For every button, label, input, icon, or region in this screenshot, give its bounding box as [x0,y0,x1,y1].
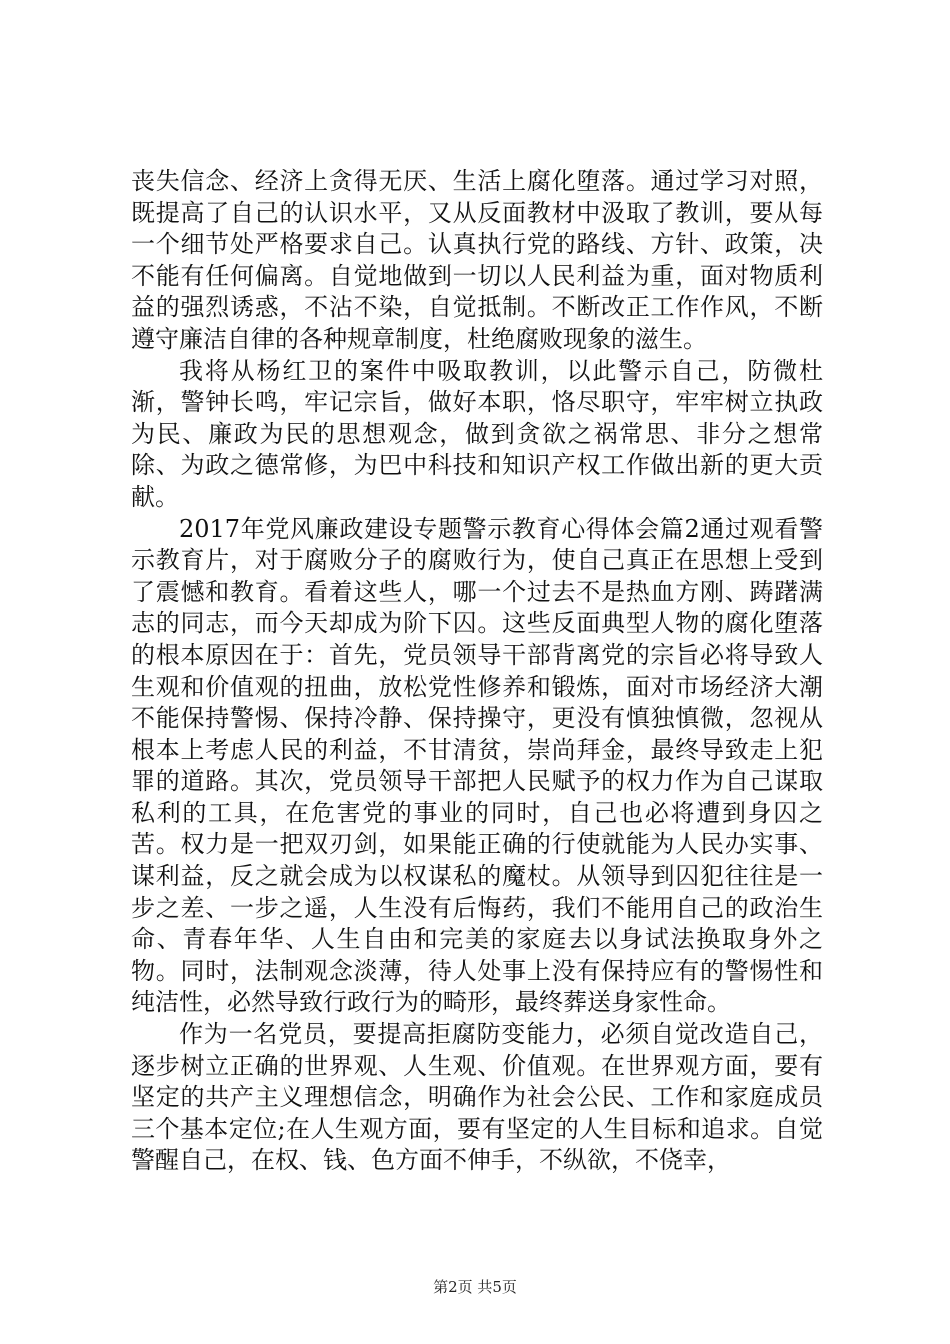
page-footer: 第2页 共5页 [433,1278,517,1296]
paragraph-party-member: 作为一名党员，要提高拒腐防变能力，必须自觉改造自己，逐步树立正确的世界观、人生观、价值观。在世界观方面，要有坚定的共产主义理想信念，明确作为社会公民、工作和家庭成员三个基本定位;在人生观方面，要有坚定的人生目标和追求。自觉警醒自己，在权、钱、色方面不伸手，不纵欲，不侥幸， [131,1020,823,1175]
document-body [131,166,823,1177]
paragraph-resolution: 我将从杨红卫的案件中吸取教训，以此警示自己，防微杜渐，警钟长鸣，牢记宗旨，做好本职，恪尽职守，牢牢树立执政为民、廉政为民的思想观念，做到贪欲之祸常思、非分之想常除、为政之德常修，为巴中科技和知识产权工作做出新的更大贡献。 [131,356,823,511]
paragraph-essay-2: 2017年党风廉政建设专题警示教育心得体会篇2通过观看警示教育片，对于腐败分子的腐败行为，使自己真正在思想上受到了震憾和教育。看着这些人，哪一个过去不是热血方刚、踌躇满志的同志，而今天却成为阶下囚。这些反面典型人物的腐化堕落的根本原因在于：首先，党员领导干部背离党的宗旨必将导致人生观和价值观的扭曲，放松党性修养和锻炼，面对市场经济大潮不能保持警惕、保持冷静、保持操守，更没有慎独慎微，忽视从根本上考虑人民的利益，不甘清贫，崇尚拜金，最终导致走上犯罪的道路。其次，党员领导干部把人民赋予的权力作为自己谋取私利的工具，在危害党的事业的同时，自己也必将遭到身囚之苦。权力是一把双刃剑，如果能正确的行使就能为人民办实事、谋利益，反之就会成为以权谋私的魔杖。从领导到囚犯往往是一步之差、一步之遥，人生没有后悔药，我们不能用自己的政治生命、青春年华、人生自由和完美的家庭去以身试法换取身外之物。同时，法制观念淡薄，待人处事上没有保持应有的警惕性和纯洁性，必然导致行政行为的畸形，最终葬送身家性命。 [131,514,823,1017]
paragraph-continuation: 丧失信念、经济上贪得无厌、生活上腐化堕落。通过学习对照，既提高了自己的认识水平，又从反面教材中汲取了教训，要从每一个细节处严格要求自己。认真执行党的路线、方针、政策，决不能有任何偏离。自觉地做到一切以人民利益为重，面对物质利益的强烈诱惑，不沾不染，自觉抵制。不断改正工作作风，不断遵守廉洁自律的各种规章制度，杜绝腐败现象的滋生。 [131,167,823,353]
